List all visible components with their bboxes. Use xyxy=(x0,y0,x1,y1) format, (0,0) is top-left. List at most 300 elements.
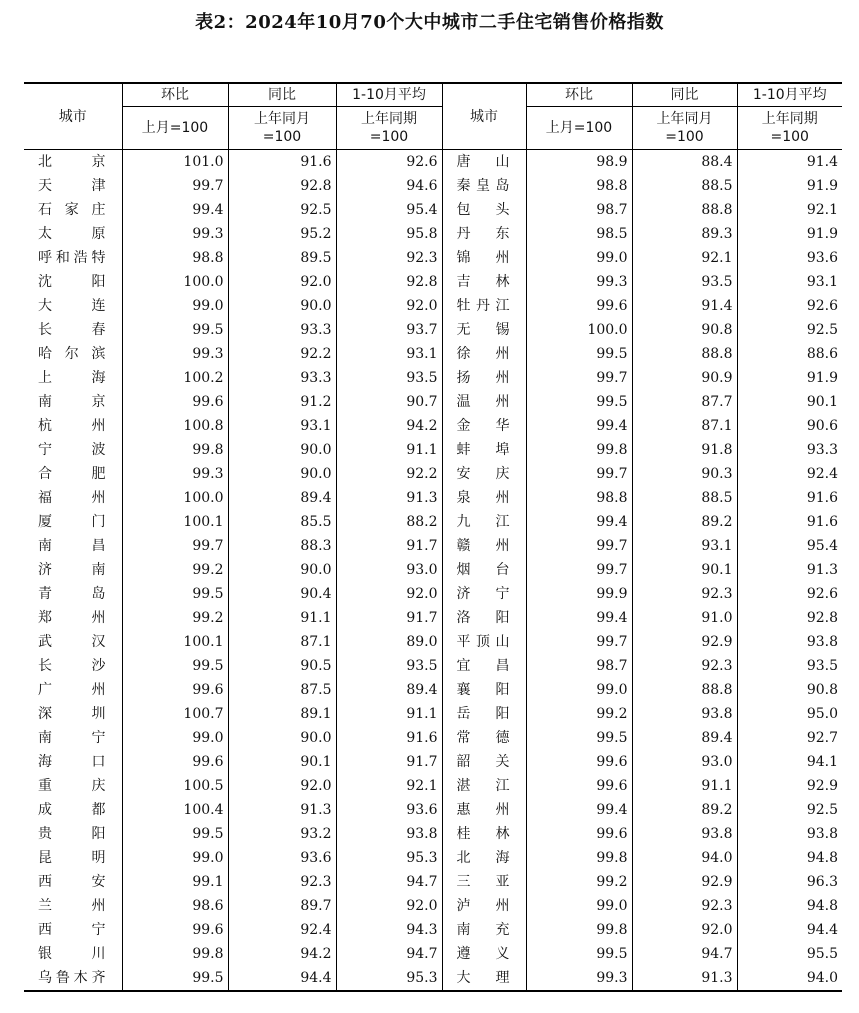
city-name xyxy=(457,630,510,654)
left-city-cell xyxy=(24,918,122,942)
city-name xyxy=(457,654,510,678)
left-city-cell xyxy=(24,318,122,342)
right-avg-cell: 92.7 xyxy=(737,726,842,750)
table-row xyxy=(24,582,842,606)
left-avg-cell: 93.6 xyxy=(336,798,442,822)
city-char: 九 xyxy=(456,514,471,530)
city-char: 江 xyxy=(495,298,510,314)
left-yoy-cell: 90.1 xyxy=(228,750,336,774)
city-char: 台 xyxy=(495,562,510,578)
city-name xyxy=(457,798,510,822)
city-name xyxy=(457,438,510,462)
city-char: 口 xyxy=(91,754,106,770)
city-char: 丹 xyxy=(456,226,471,242)
table-row xyxy=(24,894,842,918)
right-mom-cell: 98.7 xyxy=(526,198,632,222)
city-char: 西 xyxy=(38,922,52,938)
left-avg-cell: 92.0 xyxy=(336,894,442,918)
table-row xyxy=(24,246,842,270)
right-mom-cell: 98.7 xyxy=(526,654,632,678)
city-char: 亚 xyxy=(495,874,510,890)
right-mom-cell: 99.3 xyxy=(526,270,632,294)
city-name xyxy=(38,750,106,774)
city-char: 合 xyxy=(38,466,52,482)
right-avg-cell: 93.5 xyxy=(737,654,842,678)
right-mom-cell: 99.7 xyxy=(526,534,632,558)
right-city-cell xyxy=(442,318,526,342)
left-city-cell xyxy=(24,702,122,726)
table-row xyxy=(24,918,842,942)
avg-base-line2: =100 xyxy=(369,129,409,145)
city-name xyxy=(457,414,510,438)
left-city-cell xyxy=(24,510,122,534)
left-city-cell xyxy=(24,870,122,894)
right-city-cell xyxy=(442,510,526,534)
left-yoy-cell: 91.2 xyxy=(228,390,336,414)
left-avg-cell: 95.4 xyxy=(336,198,442,222)
left-mom-cell: 99.0 xyxy=(122,846,228,870)
city-char: 阳 xyxy=(495,610,510,626)
city-char: 海 xyxy=(38,754,52,770)
table-row xyxy=(24,510,842,534)
left-mom-cell: 98.6 xyxy=(122,894,228,918)
city-char: 蚌 xyxy=(456,442,471,458)
left-mom-cell: 100.5 xyxy=(122,774,228,798)
right-city-cell xyxy=(442,870,526,894)
left-avg-cell: 92.3 xyxy=(336,246,442,270)
city-name xyxy=(38,246,106,270)
city-char: 南 xyxy=(456,922,471,938)
avg-header-left: 1-10月平均 xyxy=(336,83,442,107)
right-mom-cell: 99.6 xyxy=(526,822,632,846)
right-yoy-cell: 91.3 xyxy=(632,966,737,991)
right-city-cell xyxy=(442,918,526,942)
left-yoy-cell: 94.4 xyxy=(228,966,336,991)
right-avg-cell: 93.8 xyxy=(737,630,842,654)
left-avg-cell: 91.3 xyxy=(336,486,442,510)
right-mom-cell: 99.4 xyxy=(526,510,632,534)
yoy-base-line2: =100 xyxy=(665,129,704,145)
left-mom-cell: 100.1 xyxy=(122,510,228,534)
right-city-cell xyxy=(442,942,526,966)
table-row xyxy=(24,174,842,198)
right-avg-cell: 91.9 xyxy=(737,174,842,198)
table-row xyxy=(24,942,842,966)
right-city-cell xyxy=(442,414,526,438)
city-char: 原 xyxy=(91,226,106,242)
city-char: 理 xyxy=(495,970,510,986)
right-city-cell xyxy=(442,630,526,654)
left-mom-cell: 99.5 xyxy=(122,654,228,678)
city-name xyxy=(38,222,106,246)
city-char: 宁 xyxy=(91,730,106,746)
city-char: 秦 xyxy=(456,178,471,194)
mom-header-right: 环比 xyxy=(526,83,632,107)
city-name xyxy=(38,198,106,222)
city-char: 木 xyxy=(73,970,88,986)
left-yoy-cell: 92.5 xyxy=(228,198,336,222)
right-avg-cell: 94.1 xyxy=(737,750,842,774)
left-mom-cell: 100.8 xyxy=(122,414,228,438)
city-char: 山 xyxy=(495,634,510,650)
city-char: 沙 xyxy=(91,658,106,674)
table-row xyxy=(24,534,842,558)
city-char: 无 xyxy=(456,322,471,338)
left-mom-cell: 100.4 xyxy=(122,798,228,822)
city-char: 岳 xyxy=(456,706,471,722)
right-avg-cell: 92.6 xyxy=(737,582,842,606)
left-city-cell xyxy=(24,414,122,438)
city-name xyxy=(38,654,106,678)
right-yoy-cell: 92.1 xyxy=(632,246,737,270)
yoy-base-line2: =100 xyxy=(262,129,302,145)
right-city-cell xyxy=(442,294,526,318)
city-char: 和 xyxy=(55,250,70,266)
city-char: 福 xyxy=(38,490,52,506)
right-yoy-cell: 90.8 xyxy=(632,318,737,342)
left-city-cell xyxy=(24,894,122,918)
avg-base-line2: =100 xyxy=(770,129,809,145)
right-city-cell xyxy=(442,534,526,558)
left-city-cell xyxy=(24,678,122,702)
right-yoy-cell: 94.0 xyxy=(632,846,737,870)
city-char: 肥 xyxy=(91,466,106,482)
right-yoy-cell: 92.0 xyxy=(632,918,737,942)
city-char: 林 xyxy=(495,826,510,842)
city-char: 安 xyxy=(456,466,471,482)
city-char: 石 xyxy=(38,202,52,218)
city-char: 阳 xyxy=(91,826,106,842)
left-mom-cell: 100.7 xyxy=(122,702,228,726)
right-avg-cell: 91.9 xyxy=(737,222,842,246)
left-yoy-cell: 92.3 xyxy=(228,870,336,894)
city-name xyxy=(457,774,510,798)
city-char: 家 xyxy=(64,202,79,218)
city-char: 包 xyxy=(456,202,471,218)
right-avg-cell: 90.8 xyxy=(737,678,842,702)
city-char: 埠 xyxy=(495,442,510,458)
city-char: 济 xyxy=(456,586,471,602)
city-char: 成 xyxy=(38,802,52,818)
city-char: 春 xyxy=(91,322,106,338)
city-char: 唐 xyxy=(456,154,471,170)
city-char: 川 xyxy=(91,946,106,962)
city-name xyxy=(457,918,510,942)
left-mom-cell: 99.3 xyxy=(122,462,228,486)
right-avg-cell: 92.5 xyxy=(737,318,842,342)
right-yoy-cell: 88.8 xyxy=(632,342,737,366)
right-yoy-cell: 88.8 xyxy=(632,678,737,702)
table-row xyxy=(24,438,842,462)
city-name xyxy=(38,798,106,822)
left-yoy-cell: 93.1 xyxy=(228,414,336,438)
left-city-cell xyxy=(24,654,122,678)
price-index-table xyxy=(24,82,842,992)
city-name xyxy=(38,438,106,462)
left-mom-cell: 99.5 xyxy=(122,822,228,846)
left-city-cell xyxy=(24,246,122,270)
right-mom-cell: 99.6 xyxy=(526,774,632,798)
city-name xyxy=(38,366,106,390)
city-name xyxy=(457,558,510,582)
left-mom-cell: 99.3 xyxy=(122,342,228,366)
table-row xyxy=(24,486,842,510)
left-city-cell xyxy=(24,750,122,774)
avg-base-left xyxy=(336,107,442,150)
left-avg-cell: 94.7 xyxy=(336,870,442,894)
right-yoy-cell: 93.5 xyxy=(632,270,737,294)
city-char: 济 xyxy=(38,562,52,578)
left-avg-cell: 95.8 xyxy=(336,222,442,246)
city-name xyxy=(457,390,510,414)
table-row xyxy=(24,318,842,342)
city-name xyxy=(457,726,510,750)
city-name xyxy=(457,582,510,606)
city-char: 西 xyxy=(38,874,52,890)
yoy-header-right: 同比 xyxy=(632,83,737,107)
city-char: 州 xyxy=(91,682,106,698)
city-char: 天 xyxy=(38,178,52,194)
right-city-cell xyxy=(442,654,526,678)
right-avg-cell: 91.9 xyxy=(737,366,842,390)
right-yoy-cell: 88.5 xyxy=(632,486,737,510)
right-city-cell xyxy=(442,486,526,510)
table-row xyxy=(24,390,842,414)
right-yoy-cell: 88.8 xyxy=(632,198,737,222)
right-city-cell xyxy=(442,606,526,630)
left-mom-cell: 99.1 xyxy=(122,870,228,894)
city-char: 圳 xyxy=(91,706,106,722)
city-name xyxy=(38,174,106,198)
city-char: 金 xyxy=(456,418,471,434)
right-mom-cell: 99.8 xyxy=(526,846,632,870)
left-city-cell xyxy=(24,174,122,198)
left-yoy-cell: 93.2 xyxy=(228,822,336,846)
city-char: 徐 xyxy=(456,346,471,362)
city-char: 尔 xyxy=(64,346,79,362)
city-char: 波 xyxy=(91,442,106,458)
left-mom-cell: 99.3 xyxy=(122,222,228,246)
right-city-cell xyxy=(442,798,526,822)
left-yoy-cell: 91.3 xyxy=(228,798,336,822)
right-mom-cell: 99.3 xyxy=(526,966,632,991)
left-yoy-cell: 90.0 xyxy=(228,294,336,318)
left-yoy-cell: 92.0 xyxy=(228,270,336,294)
right-city-cell xyxy=(442,270,526,294)
city-char: 岛 xyxy=(91,586,106,602)
city-char: 烟 xyxy=(456,562,471,578)
city-char: 重 xyxy=(38,778,52,794)
city-char: 特 xyxy=(91,250,106,266)
city-char: 南 xyxy=(91,562,106,578)
city-char: 州 xyxy=(495,346,510,362)
city-char: 昌 xyxy=(495,658,510,674)
city-char: 德 xyxy=(495,730,510,746)
left-yoy-cell: 89.4 xyxy=(228,486,336,510)
right-yoy-cell: 93.8 xyxy=(632,822,737,846)
right-mom-cell: 99.7 xyxy=(526,462,632,486)
left-mom-cell: 99.6 xyxy=(122,390,228,414)
right-yoy-cell: 89.4 xyxy=(632,726,737,750)
right-yoy-cell: 92.3 xyxy=(632,582,737,606)
left-mom-cell: 100.1 xyxy=(122,630,228,654)
right-yoy-cell: 93.1 xyxy=(632,534,737,558)
city-char: 州 xyxy=(495,370,510,386)
right-yoy-cell: 92.3 xyxy=(632,654,737,678)
city-char: 州 xyxy=(495,898,510,914)
city-char: 州 xyxy=(91,610,106,626)
right-mom-cell: 98.8 xyxy=(526,486,632,510)
avg-base-line1: 上年同期 xyxy=(761,111,818,127)
city-name xyxy=(38,462,106,486)
city-name xyxy=(38,510,106,534)
city-name xyxy=(38,150,106,174)
city-char: 门 xyxy=(91,514,106,530)
right-mom-cell: 99.2 xyxy=(526,870,632,894)
mom-header-left: 环比 xyxy=(122,83,228,107)
left-avg-cell: 93.8 xyxy=(336,822,442,846)
right-avg-cell: 96.3 xyxy=(737,870,842,894)
city-char: 牡 xyxy=(456,298,471,314)
right-yoy-cell: 89.3 xyxy=(632,222,737,246)
city-header-left: 城市 xyxy=(24,83,122,150)
left-yoy-cell: 92.4 xyxy=(228,918,336,942)
city-char: 连 xyxy=(91,298,106,314)
city-char: 乌 xyxy=(38,970,52,986)
right-mom-cell: 99.0 xyxy=(526,246,632,270)
city-char: 南 xyxy=(38,538,52,554)
table-row xyxy=(24,630,842,654)
left-avg-cell: 91.7 xyxy=(336,606,442,630)
table-title: 表2：2024年10月70个大中城市二手住宅销售价格指数 xyxy=(195,12,664,33)
city-char: 三 xyxy=(456,874,471,890)
city-char: 吉 xyxy=(456,274,471,290)
left-mom-cell: 99.5 xyxy=(122,318,228,342)
left-city-cell xyxy=(24,582,122,606)
city-name xyxy=(457,462,510,486)
city-name xyxy=(457,222,510,246)
city-name xyxy=(457,150,510,174)
city-char: 海 xyxy=(91,370,106,386)
city-char: 顶 xyxy=(476,634,490,650)
left-yoy-cell: 89.7 xyxy=(228,894,336,918)
left-city-cell xyxy=(24,966,122,991)
city-name xyxy=(38,870,106,894)
city-char: 惠 xyxy=(456,802,471,818)
city-char: 昆 xyxy=(38,850,52,866)
left-yoy-cell: 92.8 xyxy=(228,174,336,198)
city-name xyxy=(38,702,106,726)
right-yoy-cell: 87.1 xyxy=(632,414,737,438)
city-name xyxy=(457,750,510,774)
city-char: 呼 xyxy=(38,250,52,266)
right-mom-cell: 99.4 xyxy=(526,798,632,822)
left-mom-cell: 99.0 xyxy=(122,294,228,318)
right-mom-cell: 99.9 xyxy=(526,582,632,606)
table-row xyxy=(24,270,842,294)
right-avg-cell: 94.0 xyxy=(737,966,842,991)
left-city-cell xyxy=(24,342,122,366)
left-city-cell xyxy=(24,942,122,966)
right-city-cell xyxy=(442,750,526,774)
city-char: 襄 xyxy=(456,682,471,698)
right-mom-cell: 99.5 xyxy=(526,390,632,414)
city-char: 阳 xyxy=(91,274,106,290)
city-char: 厦 xyxy=(38,514,52,530)
city-name xyxy=(457,318,510,342)
left-avg-cell: 93.5 xyxy=(336,654,442,678)
city-name xyxy=(38,582,106,606)
city-char: 华 xyxy=(495,418,510,434)
city-char: 州 xyxy=(91,898,106,914)
right-city-cell xyxy=(442,822,526,846)
city-name xyxy=(457,894,510,918)
city-name xyxy=(38,558,106,582)
left-yoy-cell: 91.1 xyxy=(228,606,336,630)
right-yoy-cell: 90.3 xyxy=(632,462,737,486)
city-char: 州 xyxy=(91,490,106,506)
left-city-cell xyxy=(24,534,122,558)
right-city-cell xyxy=(442,246,526,270)
city-char: 州 xyxy=(495,538,510,554)
city-name xyxy=(38,606,106,630)
right-yoy-cell: 91.0 xyxy=(632,606,737,630)
city-name xyxy=(38,390,106,414)
left-city-cell xyxy=(24,438,122,462)
right-city-cell xyxy=(442,438,526,462)
city-char: 哈 xyxy=(38,346,52,362)
left-yoy-cell: 90.0 xyxy=(228,558,336,582)
left-avg-cell: 91.7 xyxy=(336,534,442,558)
right-city-cell xyxy=(442,582,526,606)
right-mom-cell: 98.9 xyxy=(526,150,632,175)
city-char: 兰 xyxy=(38,898,52,914)
table-row xyxy=(24,414,842,438)
left-yoy-cell: 94.2 xyxy=(228,942,336,966)
right-avg-cell: 91.6 xyxy=(737,510,842,534)
left-avg-cell: 92.0 xyxy=(336,582,442,606)
city-char: 广 xyxy=(38,682,52,698)
city-char: 京 xyxy=(91,394,106,410)
city-char: 州 xyxy=(495,490,510,506)
left-mom-cell: 99.6 xyxy=(122,678,228,702)
table-row xyxy=(24,846,842,870)
right-mom-cell: 99.0 xyxy=(526,894,632,918)
right-city-cell xyxy=(442,198,526,222)
left-yoy-cell: 87.5 xyxy=(228,678,336,702)
city-char: 赣 xyxy=(456,538,471,554)
city-char: 州 xyxy=(495,802,510,818)
left-mom-cell: 100.2 xyxy=(122,366,228,390)
left-mom-cell: 99.8 xyxy=(122,942,228,966)
right-avg-cell: 92.6 xyxy=(737,294,842,318)
city-name xyxy=(457,822,510,846)
right-avg-cell: 92.5 xyxy=(737,798,842,822)
city-char: 州 xyxy=(495,394,510,410)
left-yoy-cell: 90.0 xyxy=(228,438,336,462)
right-mom-cell: 99.6 xyxy=(526,294,632,318)
left-mom-cell: 99.5 xyxy=(122,582,228,606)
right-avg-cell: 94.4 xyxy=(737,918,842,942)
left-yoy-cell: 92.0 xyxy=(228,774,336,798)
city-char: 昌 xyxy=(91,538,106,554)
city-char: 上 xyxy=(38,370,52,386)
city-name xyxy=(38,534,106,558)
city-char: 桂 xyxy=(456,826,471,842)
city-char: 韶 xyxy=(456,754,471,770)
right-avg-cell: 92.1 xyxy=(737,198,842,222)
table-row xyxy=(24,678,842,702)
